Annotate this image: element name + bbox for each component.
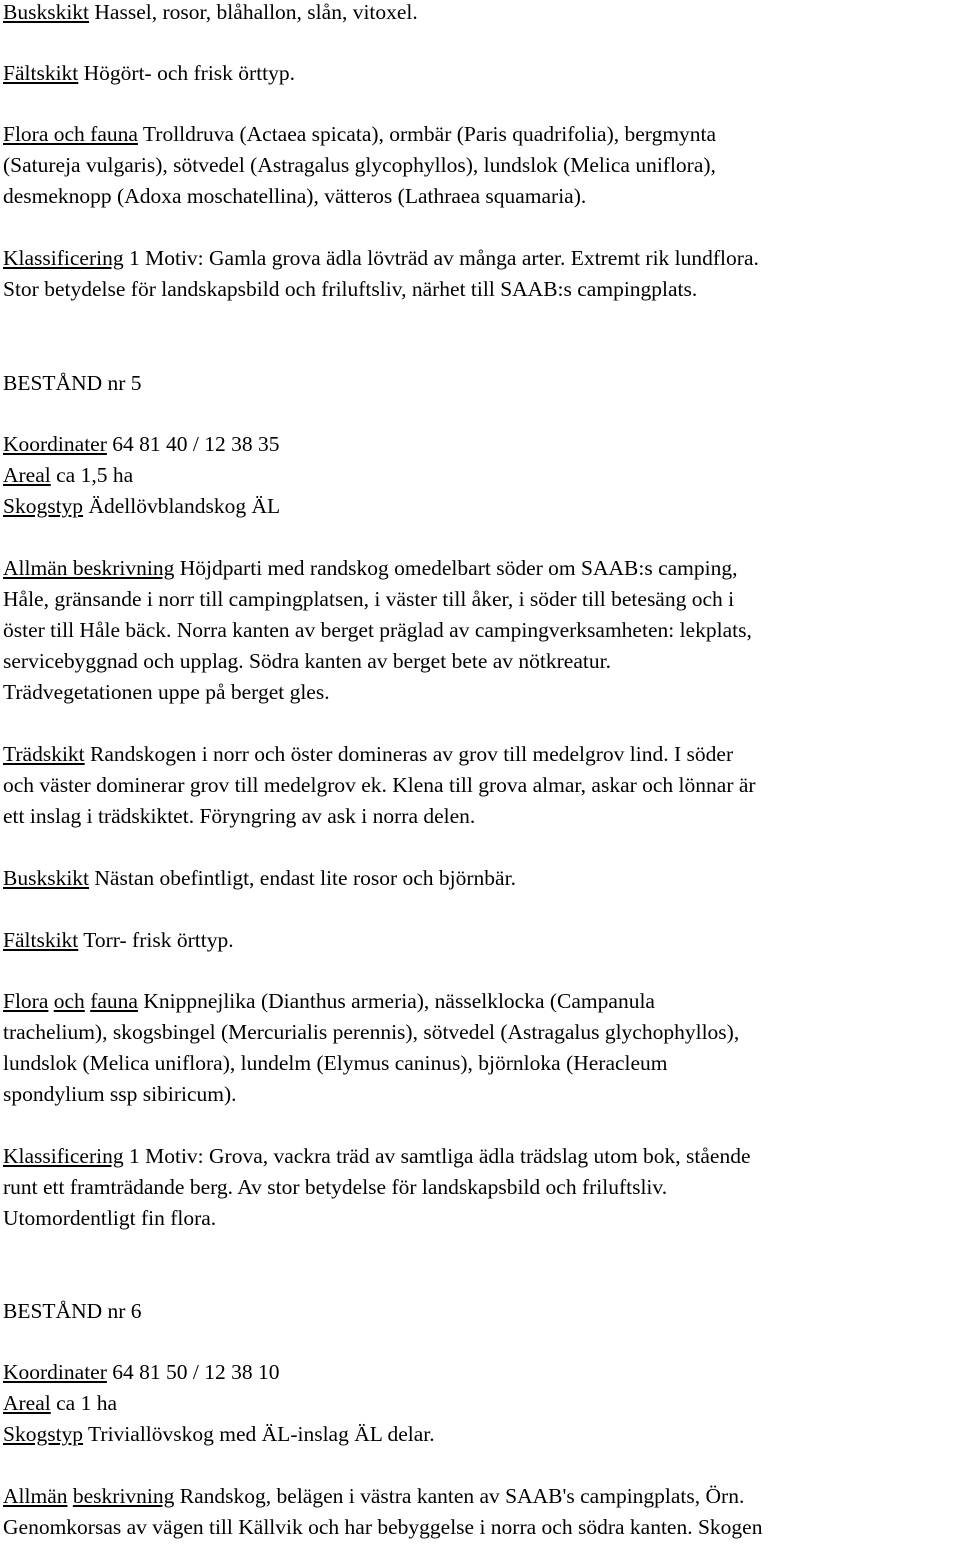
field-label: Skogstyp	[3, 494, 84, 518]
bestand-5-allman-line-1	[3, 553, 737, 584]
bestand-5-tradskikt-line-2: och väster dominerar grov till medelgrov ek. Klena till grova almar, askar och lönnar är	[3, 773, 756, 797]
bestand-5-klassificering-line-3: Utomordentligt fin flora.	[3, 1206, 217, 1230]
field-label: Flora och fauna	[3, 122, 138, 146]
bestand-5-flora-line-2: trachelium), skogsbingel (Mercurialis perennis), sötvedel (Astragalus glychophyllos),	[3, 1020, 740, 1044]
bestand-6-skogstyp	[3, 1419, 435, 1450]
field-value: Nästan obefintligt, endast lite rosor och björnbär.	[89, 866, 516, 890]
bestand-5-flora-line-4: spondylium ssp sibiricum).	[3, 1082, 237, 1106]
field-value: Ädellövblandskog ÄL	[83, 494, 281, 518]
field-value: Randskogen i norr och öster domineras av grov till medelgrov lind. I söder	[84, 742, 734, 766]
bestand-5-tradskikt-line-3: ett inslag i trädskiktet. Föryngring av ask i norra delen.	[3, 804, 476, 828]
prev-flora-line-3: desmeknopp (Adoxa moschatellina), vätteros (Lathraea squamaria).	[3, 184, 587, 208]
field-value: 1 Motiv: Gamla grova ädla lövträd av många arter. Extremt rik lundflora.	[123, 246, 759, 270]
bestand-6-koordinater	[3, 1357, 280, 1388]
field-label: Koordinater	[3, 432, 107, 456]
field-value: Torr- frisk örttyp.	[78, 928, 234, 952]
field-label: beskrivning	[72, 1484, 175, 1508]
bestand-5-klassificering-line-1	[3, 1141, 751, 1172]
field-value: Triviallövskog med ÄL-inslag ÄL delar.	[83, 1422, 435, 1446]
field-value: Högört- och frisk örttyp.	[78, 61, 296, 85]
field-label: Areal	[3, 1391, 51, 1415]
field-label: Koordinater	[3, 1360, 107, 1384]
bestand-6-allman-line-2: Genomkorsas av vägen till Källvik och har bebyggelse i norra och södra kanten. Skogen	[3, 1515, 763, 1539]
field-label: och	[53, 989, 85, 1013]
prev-klassificering-line-1	[3, 243, 759, 274]
bestand-5-buskskikt	[3, 863, 516, 894]
prev-flora-line-1	[3, 119, 716, 150]
field-label: Klassificering	[3, 1144, 124, 1168]
bestand-5-klassificering-line-2: runt ett framträdande berg. Av stor betydelse för landskapsbild och friluftsliv.	[3, 1175, 668, 1199]
bestand-6-areal	[3, 1388, 117, 1419]
field-label: Klassificering	[3, 246, 124, 270]
bestand-5-heading: BESTÅND nr 5	[3, 371, 142, 395]
field-label: Trädskikt	[3, 742, 85, 766]
bestand-5-allman-line-3: öster till Håle bäck. Norra kanten av berget präglad av campingverksamheten: lekplats,	[3, 618, 752, 642]
bestand-5-allman-line-5: Trädvegetationen uppe på berget gles.	[3, 680, 330, 704]
field-value: ca 1,5 ha	[50, 463, 134, 487]
prev-buskskikt-line	[3, 0, 418, 28]
field-label: Flora	[3, 989, 49, 1013]
bestand-5-koordinater	[3, 429, 280, 460]
field-label: fauna	[90, 989, 138, 1013]
bestand-5-areal	[3, 460, 133, 491]
prev-flora-line-2: (Satureja vulgaris), sötvedel (Astragalus glycophyllos), lundslok (Melica uniflora),	[3, 153, 716, 177]
field-label: Areal	[3, 463, 51, 487]
prev-faltskikt-line	[3, 58, 295, 89]
field-value: Knippnejlika (Dianthus armeria), nässelklocka (Campanula	[137, 989, 655, 1013]
field-value: ca 1 ha	[50, 1391, 118, 1415]
bestand-6-allman-line-1	[3, 1481, 744, 1512]
bestand-5-flora-line-1	[3, 986, 655, 1017]
field-value: 64 81 50 / 12 38 10	[106, 1360, 280, 1384]
field-value: Höjdparti med randskog omedelbart söder om SAAB:s camping,	[174, 556, 738, 580]
bestand-5-allman-line-4: servicebyggnad och upplag. Södra kanten av berget bete av nötkreatur.	[3, 649, 611, 673]
field-value: 64 81 40 / 12 38 35	[106, 432, 280, 456]
field-value: Hassel, rosor, blåhallon, slån, vitoxel.	[89, 0, 418, 24]
bestand-6-heading: BESTÅND nr 6	[3, 1299, 142, 1323]
field-label: Fältskikt	[3, 928, 79, 952]
prev-klassificering-line-2: Stor betydelse för landskapsbild och friluftsliv, närhet till SAAB:s campingplats.	[3, 277, 698, 301]
field-label: Buskskikt	[3, 866, 90, 890]
field-value: Trolldruva (Actaea spicata), ormbär (Paris quadrifolia), bergmynta	[137, 122, 717, 146]
bestand-5-allman-line-2: Håle, gränsande i norr till campingplatsen, i väster till åker, i söder till betesäng och i	[3, 587, 735, 611]
field-label: Allmän	[3, 1484, 68, 1508]
field-label: Skogstyp	[3, 1422, 84, 1446]
bestand-5-faltskikt	[3, 925, 234, 956]
field-label: Allmän beskrivning	[3, 556, 175, 580]
field-label: Buskskikt	[3, 0, 90, 24]
bestand-5-skogstyp	[3, 491, 280, 522]
bestand-5-flora-line-3: lundslok (Melica uniflora), lundelm (Elymus caninus), björnloka (Heracleum	[3, 1051, 668, 1075]
field-value: Randskog, belägen i västra kanten av SAAB's campingplats, Örn.	[174, 1484, 745, 1508]
field-label: Fältskikt	[3, 61, 79, 85]
bestand-5-tradskikt-line-1	[3, 739, 733, 770]
field-value: 1 Motiv: Grova, vackra träd av samtliga ädla trädslag utom bok, stående	[123, 1144, 751, 1168]
